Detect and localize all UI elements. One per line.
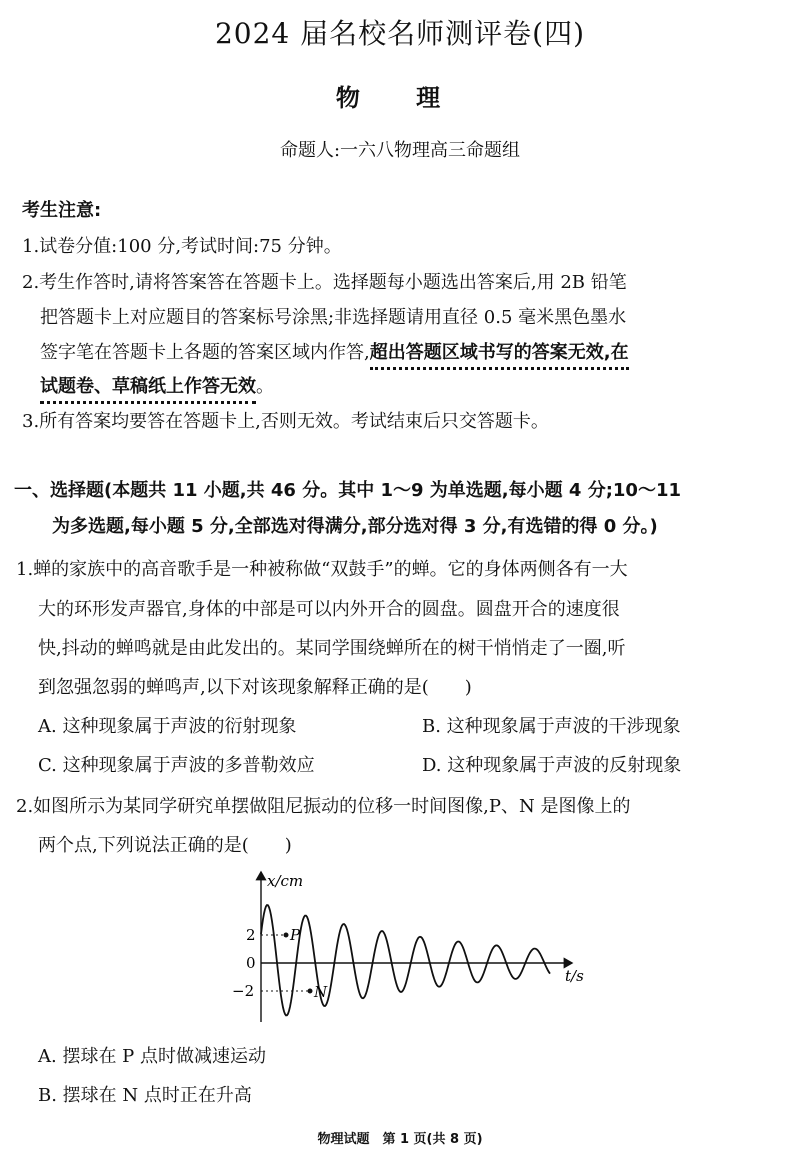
q1-line-4: 到忽强忽弱的蝉鸣声,以下对该现象解释正确的是( ) [38, 677, 472, 698]
x-axis-label: t/s [565, 967, 584, 985]
y-axis-label: x/cm [267, 872, 304, 890]
q1-option-d: D. 这种现象属于声波的反射现象 [422, 755, 682, 776]
tick-label-0: 0 [246, 954, 256, 972]
q2-option-a: A. 摆球在 P 点时做减速运动 [38, 1046, 266, 1067]
notice-item-2-line-2: 把答题卡上对应题目的答案标号涂黑;非选择题请用直径 0.5 毫米黑色墨水 [40, 307, 627, 328]
notice-item-2-line-4 [40, 372, 274, 398]
section-1-heading-cont: 为多选题,每小题 5 分,全部选对得满分,部分选对得 3 分,有选错的得 0 分。) [52, 516, 658, 537]
point-n-marker [308, 989, 313, 994]
q1-line-1: 1.蝉的家族中的高音歌手是一种被称做“双鼓手”的蝉。它的身体两侧各有一大 [16, 559, 628, 580]
author-line: 命题人:一六八物理高三命题组 [279, 140, 521, 161]
point-n-label: N [314, 983, 328, 1001]
subject-title: 物 理 [335, 83, 465, 112]
section-1-heading: 一、选择题(本题共 11 小题,共 46 分。其中 1～9 为单选题,每小题 4 分;10～11 [14, 480, 681, 501]
q1-line-3: 快,抖动的蝉鸣就是由此发出的。某同学围绕蝉所在的树干悄悄走了一圈,听 [38, 638, 626, 659]
page-footer: 物理试题 第 1 页(共 8 页) [317, 1132, 483, 1147]
q1-option-c: C. 这种现象属于声波的多普勒效应 [38, 755, 315, 776]
notice-item-1: 1.试卷分值:100 分,考试时间:75 分钟。 [22, 236, 342, 257]
exam-title: 2024 届名校名师测评卷(四) [214, 17, 585, 50]
q2-option-b: B. 摆球在 N 点时正在升高 [38, 1085, 252, 1106]
notice-period: 。 [256, 376, 274, 397]
notice-emphasis-text: 超出答题区域书写的答案无效,在 [370, 342, 629, 370]
notice-plain-text: 签字笔在答题卡上各题的答案区域内作答, [40, 342, 370, 363]
point-p-label: P [290, 926, 301, 944]
tick-label-neg-2: −2 [232, 982, 255, 1000]
q2-line-1: 2.如图所示为某同学研究单摆做阻尼振动的位移一时间图像,P、N 是图像上的 [16, 796, 631, 817]
q1-option-a: A. 这种现象属于声波的衍射现象 [38, 716, 297, 737]
tick-label-2: 2 [246, 926, 256, 944]
damped-oscillation-graph [220, 866, 600, 1036]
notice-item-2-line-1: 2.考生作答时,请将答案答在答题卡上。选择题每小题选出答案后,用 2B 铅笔 [22, 272, 627, 293]
q1-line-2: 大的环形发声器官,身体的中部是可以内外开合的圆盘。圆盘开合的速度很 [38, 599, 620, 620]
damped-wave-curve [261, 905, 550, 1015]
notice-emphasis-text-2: 试题卷、草稿纸上作答无效 [40, 376, 256, 404]
point-p-marker [284, 933, 289, 938]
notice-item-2-line-3 [40, 338, 629, 364]
q1-option-b: B. 这种现象属于声波的干涉现象 [422, 716, 681, 737]
q2-line-2: 两个点,下列说法正确的是( ) [38, 835, 292, 856]
notice-heading: 考生注意: [22, 200, 102, 221]
notice-item-3: 3.所有答案均要答在答题卡上,否则无效。考试结束后只交答题卡。 [22, 411, 549, 432]
